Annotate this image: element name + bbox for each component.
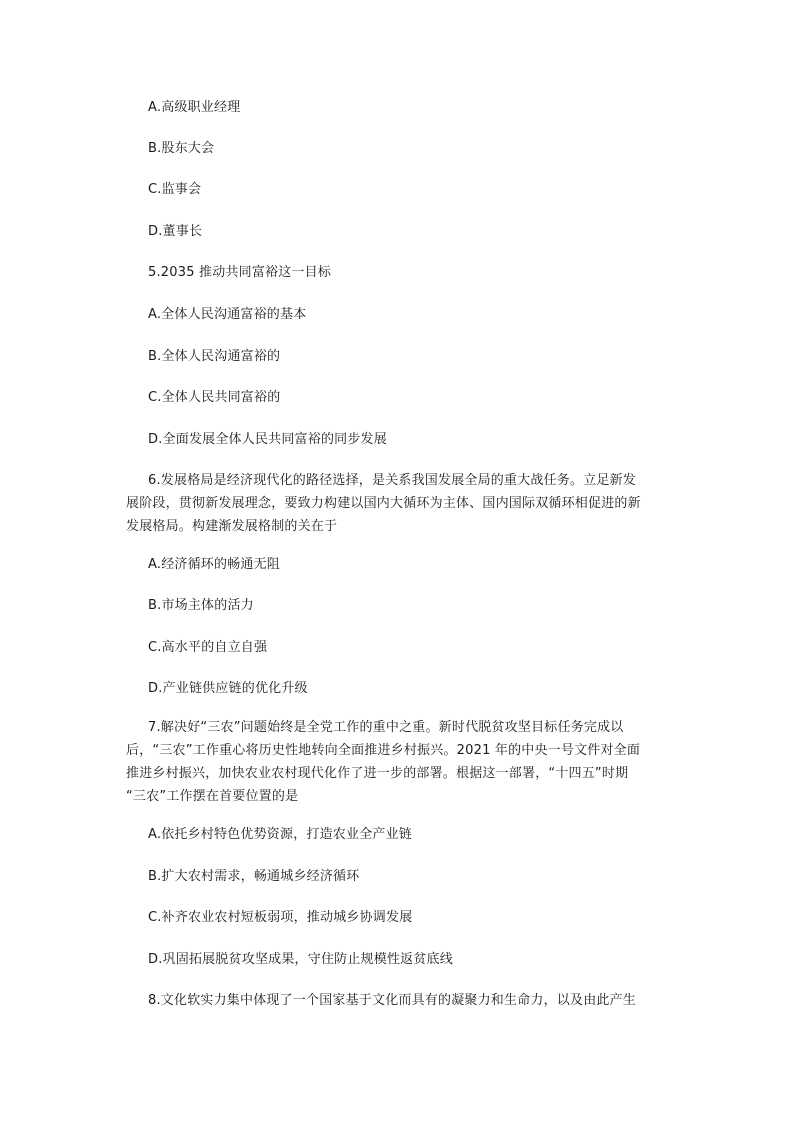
q5-stem: 5.2035 推动共同富裕这一目标 <box>148 265 332 280</box>
q7-option-c: C.补齐农业农村短板弱项，推动城乡协调发展 <box>148 910 413 925</box>
q4-option-b: B.股东大会 <box>148 141 215 156</box>
q6-option-d: D.产业链供应链的优化升级 <box>148 681 308 696</box>
q7-stem-line-2: 后，“三农”工作重心将历史性地转向全面推进乡村振兴。2021 年的中央一号文件对全面 <box>126 743 641 758</box>
q6-stem <box>126 469 671 538</box>
q6-stem-line-1: 6.发展格局是经济现代化的路径选择，是关系我国发展全局的重大战任务。立足新发 <box>148 473 637 488</box>
q6-option-b: B.市场主体的活力 <box>148 598 254 613</box>
q6-option-c: C.高水平的自立自强 <box>148 640 268 655</box>
q6-stem-line-3: 发展格局。构建渐发展格制的关在于 <box>126 519 338 534</box>
q7-stem-line-4: “三农”工作摆在首要位置的是 <box>126 789 299 804</box>
q7-stem-line-1: 7.解决好“三农”问题始终是全党工作的重中之重。新时代脱贫攻坚目标任务完成以 <box>148 720 624 735</box>
q7-stem <box>126 716 671 808</box>
q5-option-b: B.全体人民沟通富裕的 <box>148 349 281 364</box>
q5-option-c: C.全体人民共同富裕的 <box>148 390 281 405</box>
q8-stem-line-1: 8.文化软实力集中体现了一个国家基于文化而具有的凝聚力和生命力，以及由此产生 <box>148 993 637 1008</box>
q5-option-d: D.全面发展全体人民共同富裕的同步发展 <box>148 432 387 447</box>
q4-option-c: C.监事会 <box>148 182 202 197</box>
q4-option-a: A.高级职业经理 <box>148 100 241 115</box>
q6-stem-line-2: 展阶段，贯彻新发展理念，要致力构建以国内大循环为主体、国内国际双循环相促进的新 <box>126 496 641 511</box>
q7-option-a: A.依托乡村特色优势资源，打造农业全产业链 <box>148 827 412 842</box>
q5-option-a: A.全体人民沟通富裕的基本 <box>148 307 307 322</box>
q8-stem <box>126 989 671 1012</box>
q7-option-b: B.扩大农村需求，畅通城乡经济循环 <box>148 869 360 884</box>
q4-option-d: D.董事长 <box>148 224 203 239</box>
q7-stem-line-3: 推进乡村振兴，加快农业农村现代化作了进一步的部署。根据这一部署，“十四五”时期 <box>126 766 629 781</box>
q6-option-a: A.经济循环的畅通无阻 <box>148 557 280 572</box>
q7-option-d: D.巩固拓展脱贫攻坚成果，守住防止规模性返贫底线 <box>148 952 453 967</box>
